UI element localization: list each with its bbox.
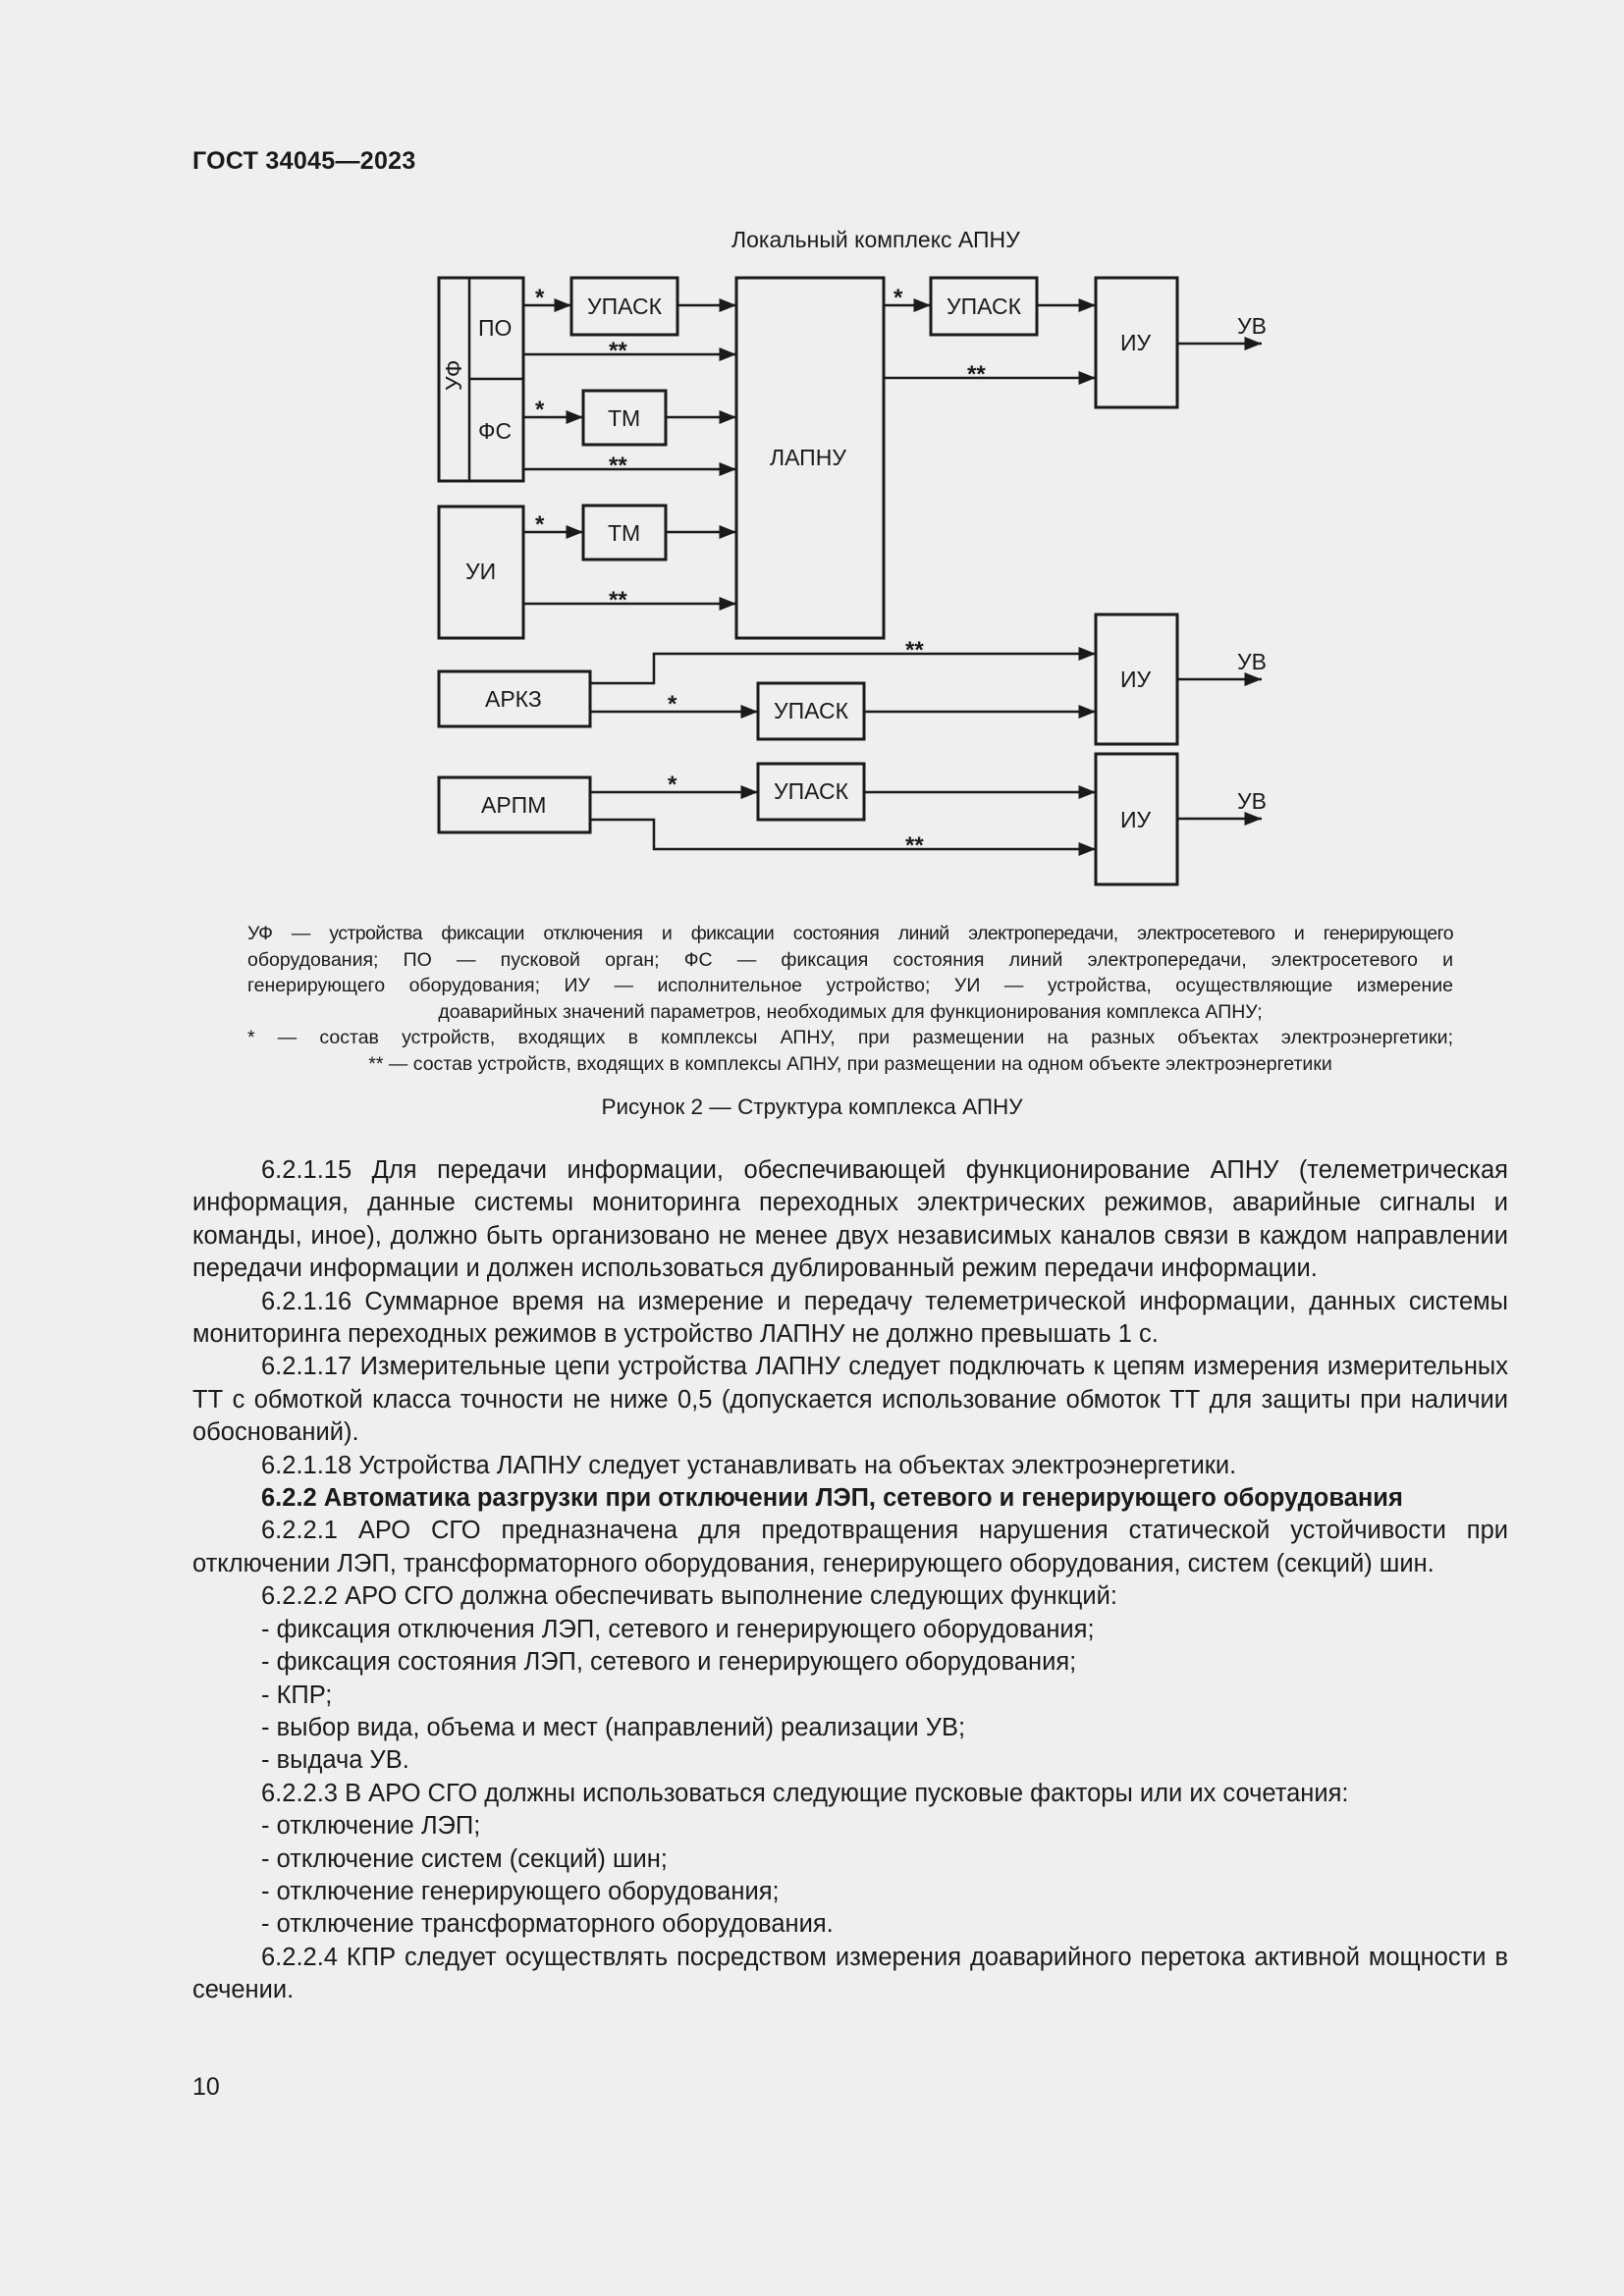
page-number: 10: [192, 2073, 220, 2101]
uf-label: УФ: [441, 359, 466, 391]
list-item: - фиксация состояния ЛЭП, сетевого и генерирующего оборудования;: [261, 1648, 1077, 1677]
mark-arpm-double: **: [905, 832, 924, 859]
upask-label-4: УПАСК: [774, 778, 848, 804]
list-item: - отключение генерирующего оборудования;: [261, 1877, 780, 1905]
arkz-label: АРКЗ: [485, 686, 542, 712]
paragraph: 6.2.2.1 АРО СГО предназначена для предотвращения нарушения статической устойчивости при отключении ЛЭП, трансформаторного оборудования, генерирующего оборудования, систем (секций) шин.: [192, 1517, 1508, 1577]
document-id: ГОСТ 34045—2023: [192, 147, 416, 175]
mark-po-double: **: [609, 338, 627, 364]
fs-label: ФС: [478, 418, 513, 444]
section-heading: 6.2.2 Автоматика разгрузки при отключении ЛЭП, сетевого и генерирующего оборудования: [261, 1484, 1403, 1513]
iu-label-3: ИУ: [1120, 807, 1152, 832]
legend-line: * — состав устройств, входящих в комплексы АПНУ, при размещении на разных объектах электроэнергетики;: [247, 1027, 1453, 1048]
upask-label-3: УПАСК: [774, 698, 848, 723]
mark-po-single: *: [535, 285, 545, 311]
mark-arpm-single: *: [668, 772, 677, 798]
mark-ui-single: *: [535, 511, 545, 538]
list-item: - выбор вида, объема и мест (направлений) реализации УВ;: [261, 1713, 966, 1741]
uv-label-3: УВ: [1237, 788, 1267, 814]
paragraph: 6.2.2.3 В АРО СГО должны использоваться следующие пусковые факторы или их сочетания:: [261, 1779, 1349, 1807]
apnu-structure-diagram: [0, 0, 1624, 903]
ui-label: УИ: [465, 559, 497, 584]
list-item: - выдача УВ.: [261, 1746, 409, 1775]
paragraph: 6.2.1.18 Устройства ЛАПНУ следует устанавливать на объектах электроэнергетики.: [261, 1451, 1237, 1479]
upask-label-2: УПАСК: [947, 294, 1021, 319]
list-item: - отключение трансформаторного оборудования.: [261, 1910, 834, 1939]
paragraph: 6.2.2.4 КПР следует осуществлять посредством измерения доаварийного перетока активной мощности в сечении.: [192, 1943, 1508, 2004]
mark-fs-double: **: [609, 453, 627, 479]
mark-fs-single: *: [535, 397, 545, 423]
legend-line: УФ — устройства фиксации отключения и фиксации состояния линий электропередачи, электросетевого и генерирующего: [247, 923, 1453, 944]
legend-line: оборудования; ПО — пусковой орган; ФС — фиксация состояния линий электропередачи, электросетевого и: [247, 948, 1453, 971]
uv-label-1: УВ: [1237, 313, 1267, 339]
paragraph: 6.2.1.16 Суммарное время на измерение и передачу телеметрической информации, данных системы мониторинга переходных режимов в устройство ЛАПНУ не должно превышать 1 с.: [192, 1287, 1508, 1349]
list-item: - фиксация отключения ЛЭП, сетевого и генерирующего оборудования;: [261, 1615, 1095, 1643]
po-label: ПО: [478, 315, 513, 341]
iu-label-2: ИУ: [1120, 667, 1152, 692]
diagram-title: Локальный комплекс АПНУ: [731, 227, 1020, 252]
mark-arkz-double: **: [905, 637, 924, 664]
mark-arkz-single: *: [668, 691, 677, 718]
legend-line: доаварийных значений параметров, необходимых для функционирования комплекса АПНУ;: [438, 1000, 1263, 1023]
list-item: - отключение систем (секций) шин;: [261, 1844, 668, 1873]
figure-caption: Рисунок 2 — Структура комплекса АПНУ: [601, 1095, 1023, 1119]
mark-ui-double: **: [609, 587, 627, 614]
uv-label-2: УВ: [1237, 649, 1267, 674]
paragraph: 6.2.1.15 Для передачи информации, обеспечивающей функционирование АПНУ (телеметрическая информация, данные системы мониторинга переходных электрических режимов, аварийные сигналы и команды, иное), должно быть организовано не менее двух независимых каналов связи в каждом направлении передачи информации и должен использоваться дублированный режим передачи информации.: [192, 1156, 1508, 1283]
paragraph: 6.2.1.17 Измерительные цепи устройства ЛАПНУ следует подключать к цепям измерения измерительных ТТ с обмоткой класса точности не ниже 0,5 (допускается использование обмоток ТТ для защиты при наличии обоснований).: [192, 1353, 1508, 1447]
mark-lapnu-single: *: [893, 285, 903, 311]
paragraph: 6.2.2.2 АРО СГО должна обеспечивать выполнение следующих функций:: [261, 1582, 1117, 1611]
iu-label-1: ИУ: [1120, 330, 1152, 355]
upask-label-1: УПАСК: [587, 294, 662, 319]
tm-label-1: ТМ: [608, 405, 641, 431]
tm-label-2: ТМ: [608, 520, 641, 546]
legend-line: генерирующего оборудования; ИУ — исполнительное устройство; УИ — устройства, осуществляющие измерение: [247, 975, 1453, 996]
mark-lapnu-double: **: [967, 361, 986, 388]
body-text: [192, 1154, 1508, 2007]
lapnu-label: ЛАПНУ: [770, 445, 846, 470]
arpm-label: АРПМ: [481, 792, 547, 818]
legend-line: ** — состав устройств, входящих в комплексы АПНУ, при размещении на одном объекте электроэнергетики: [368, 1052, 1332, 1075]
list-item: - КПР;: [261, 1681, 333, 1709]
list-item: - отключение ЛЭП;: [261, 1812, 481, 1841]
figure-legend: [247, 921, 1453, 1077]
